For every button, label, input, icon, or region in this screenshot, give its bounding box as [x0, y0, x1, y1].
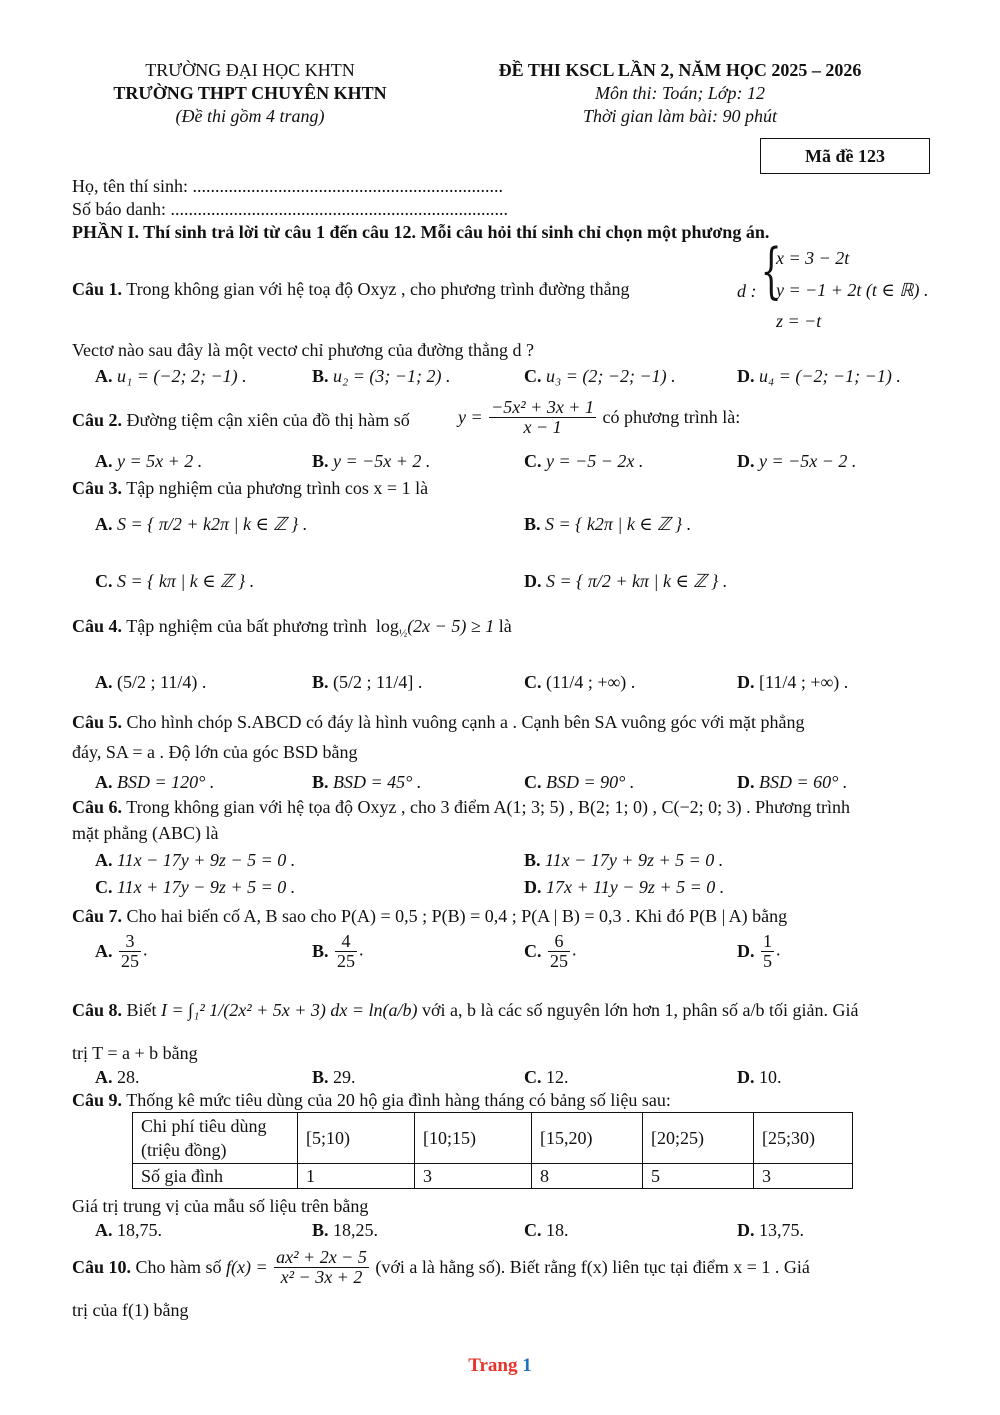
q8-option-d[interactable]: D. 10.	[737, 1067, 782, 1087]
q4-option-b[interactable]: B. (5/2 ; 11/4] .	[312, 672, 423, 692]
q5-option-c[interactable]: C. BSD = 90° .	[524, 772, 635, 792]
q6-option-a[interactable]: A. 11x − 17y + 9z − 5 = 0 .	[95, 850, 296, 870]
q1-option-b[interactable]: B. u₂ = (3; −1; 2) .	[312, 366, 451, 386]
q4-stem: Câu 4. Tập nghiệm của bất phương trình $\log_{\frac{1}{2}}(2x - 5) \ge 1$ là	[72, 616, 512, 640]
q3-option-c[interactable]: C. S = { kπ | k ∈ ℤ } .	[95, 571, 255, 591]
q2-option-a[interactable]: A. y = 5x + 2 .	[95, 451, 203, 471]
table-header-cost: Chi phí tiêu dùng (triệu đồng)	[133, 1113, 298, 1164]
header-pages: (Đề thi gồm 4 trang)	[175, 106, 325, 126]
q5-stem: Câu 5. Cho hình chóp S.ABCD có đáy là hình vuông cạnh a . Cạnh bên SA vuông góc với mặt phẳng	[72, 712, 805, 732]
table-cell: [10;15)	[415, 1113, 532, 1164]
q1-stem	[72, 279, 630, 300]
header-university: TRƯỜNG ĐẠI HỌC KHTN	[145, 60, 355, 80]
q9-stem: Câu 9. Thống kê mức tiêu dùng của 20 hộ gia đình hàng tháng có bảng số liệu sau:	[72, 1090, 671, 1110]
table-cell: [15,20)	[532, 1113, 643, 1164]
table-cell: 3	[754, 1164, 853, 1189]
q1-sys-z: z = −t	[776, 311, 822, 331]
q1-sys-y: y = −1 + 2t (t ∈ ℝ) .	[776, 280, 929, 300]
q3-option-d[interactable]: D. S = { π/2 + kπ | k ∈ ℤ } .	[524, 571, 728, 591]
q9-data-table	[132, 1112, 853, 1189]
q7-stem: Câu 7. Cho hai biến cố A, B sao cho P(A) = 0,5 ; P(B) = 0,4 ; P(A | B) = 0,3 . Khi đó P(B | A) bằng	[72, 906, 788, 926]
q1-sys-x: x = 3 − 2t	[776, 248, 850, 268]
table-cell: [20;25)	[643, 1113, 754, 1164]
q1-brace: {	[760, 236, 782, 306]
candidate-name-line: Họ, tên thí sinh: .....................................................................	[72, 176, 503, 196]
q1-label: Câu 1.	[72, 279, 123, 299]
q10-stem-line2: trị của f(1) bằng	[72, 1300, 189, 1320]
q1-question: Vectơ nào sau đây là một vectơ chỉ phương của đường thẳng d ?	[72, 340, 534, 360]
q9-option-b[interactable]: B. 18,25.	[312, 1220, 379, 1240]
q5-option-d[interactable]: D. BSD = 60° .	[737, 772, 848, 792]
q3-option-b[interactable]: B. S = { k2π | k ∈ ℤ } .	[524, 514, 692, 534]
page-number-word: Trang	[468, 1355, 518, 1376]
q5-stem-line2: đáy, SA = a . Độ lớn của góc BSD bằng	[72, 742, 358, 762]
q6-option-d[interactable]: D. 17x + 11y − 9z + 5 = 0 .	[524, 877, 725, 897]
q7-option-c[interactable]: C. $\frac{6}{25}$ .	[524, 931, 577, 971]
q8-option-a[interactable]: A. 28.	[95, 1067, 140, 1087]
q6-option-b[interactable]: B. 11x − 17y + 9z + 5 = 0 .	[524, 850, 724, 870]
q2-function: y = $\frac{\text{−5x² + 3x + 1}}{x - 1}$ có phương trình là:	[458, 397, 741, 437]
q4-option-c[interactable]: C. (11/4 ; +∞) .	[524, 672, 636, 692]
exam-code-box: Mã đề 123	[760, 138, 930, 174]
q1-option-c[interactable]: C. u₃ = (2; −2; −1) .	[524, 366, 676, 386]
q8-stem-line2: trị T = a + b bằng	[72, 1043, 198, 1063]
q5-option-b[interactable]: B. BSD = 45° .	[312, 772, 422, 792]
q7-option-d[interactable]: D. $\frac{1}{5}$ .	[737, 931, 781, 971]
table-cell: 1	[298, 1164, 415, 1189]
table-row	[133, 1113, 853, 1164]
q8-option-c[interactable]: C. 12.	[524, 1067, 569, 1087]
table-cell: [5;10)	[298, 1113, 415, 1164]
header-subject: Môn thi: Toán; Lớp: 12	[595, 83, 765, 103]
q7-option-b[interactable]: B. $\frac{4}{25}$ .	[312, 931, 364, 971]
table-cell: 3	[415, 1164, 532, 1189]
q10-stem: Câu 10. Cho hàm số f(x) = $\frac{\text{ax² + 2x − 5}}{\text{x² − 3x + 2}}$ (với a là hằng số). Biết rằng f(x) liên tục tại điểm x = 1 . Giá	[72, 1247, 810, 1287]
q1-option-a[interactable]: A. u₁ = (−2; 2; −1) .	[95, 366, 247, 386]
q7-option-a[interactable]: A. $\frac{3}{25}$ .	[95, 931, 148, 971]
table-cell: 5	[643, 1164, 754, 1189]
q9-option-c[interactable]: C. 18.	[524, 1220, 569, 1240]
page-number-value: 1	[522, 1355, 532, 1376]
q3-option-a[interactable]: A. S = { π/2 + k2π | k ∈ ℤ } .	[95, 514, 308, 534]
q9-question: Giá trị trung vị của mẫu số liệu trên bằng	[72, 1196, 369, 1216]
q6-option-c[interactable]: C. 11x + 17y − 9z + 5 = 0 .	[95, 877, 296, 897]
q8-stem: Câu 8. Biết I = ∫₁² 1/(2x² + 5x + 3) dx = ln(a/b) với a, b là các số nguyên lớn hơn 1, phân số a/b tối giản. Giá	[72, 1000, 859, 1020]
header-duration: Thời gian làm bài: 90 phút	[582, 106, 778, 126]
q8-integral: I = ∫₁² 1/(2x² + 5x + 3) dx = ln(a/b)	[161, 1000, 418, 1020]
q1-option-d[interactable]: D. u₄ = (−2; −1; −1) .	[737, 366, 901, 386]
part1-heading: PHẦN I. Thí sinh trả lời từ câu 1 đến câu 12. Mỗi câu hỏi thí sinh chỉ chọn một phương án.	[72, 222, 770, 242]
q2-option-c[interactable]: C. y = −5 − 2x .	[524, 451, 644, 471]
q2-text: Đường tiệm cận xiên của đồ thị hàm số	[126, 410, 410, 430]
q3-stem: Câu 3. Tập nghiệm của phương trình cos x = 1 là	[72, 478, 429, 498]
header-exam-title: ĐỀ THI KSCL LẦN 2, NĂM HỌC 2025 – 2026	[498, 60, 862, 80]
table-row	[133, 1164, 853, 1189]
q2-label: Câu 2.	[72, 410, 123, 430]
q2-stem	[72, 410, 410, 431]
q6-stem-line2: mặt phẳng (ABC) là	[72, 823, 219, 843]
table-cell: [25;30)	[754, 1113, 853, 1164]
page-number	[0, 1355, 1000, 1377]
q2-option-b[interactable]: B. y = −5x + 2 .	[312, 451, 431, 471]
q6-stem: Câu 6. Trong không gian với hệ tọa độ Oxyz , cho 3 điểm A(1; 3; 5) , B(2; 1; 0) , C(−2; 0; 3) . Phương trình	[72, 797, 850, 817]
q5-option-a[interactable]: A. BSD = 120° .	[95, 772, 215, 792]
q4-option-d[interactable]: D. [11/4 ; +∞) .	[737, 672, 849, 692]
q2-option-d[interactable]: D. y = −5x − 2 .	[737, 451, 857, 471]
q1-text: Trong không gian với hệ toạ độ Oxyz , cho phương trình đường thẳng	[126, 279, 630, 299]
candidate-id-line: Số báo danh: ...........................................................................	[72, 199, 508, 219]
q1-line-name: d :	[737, 281, 757, 301]
table-header-households: Số gia đình	[133, 1164, 298, 1189]
header-school: TRƯỜNG THPT CHUYÊN KHTN	[113, 83, 387, 103]
q9-option-a[interactable]: A. 18,75.	[95, 1220, 162, 1240]
q8-option-b[interactable]: B. 29.	[312, 1067, 356, 1087]
q9-option-d[interactable]: D. 13,75.	[737, 1220, 804, 1240]
table-cell: 8	[532, 1164, 643, 1189]
q4-option-a[interactable]: A. (5/2 ; 11/4) .	[95, 672, 207, 692]
